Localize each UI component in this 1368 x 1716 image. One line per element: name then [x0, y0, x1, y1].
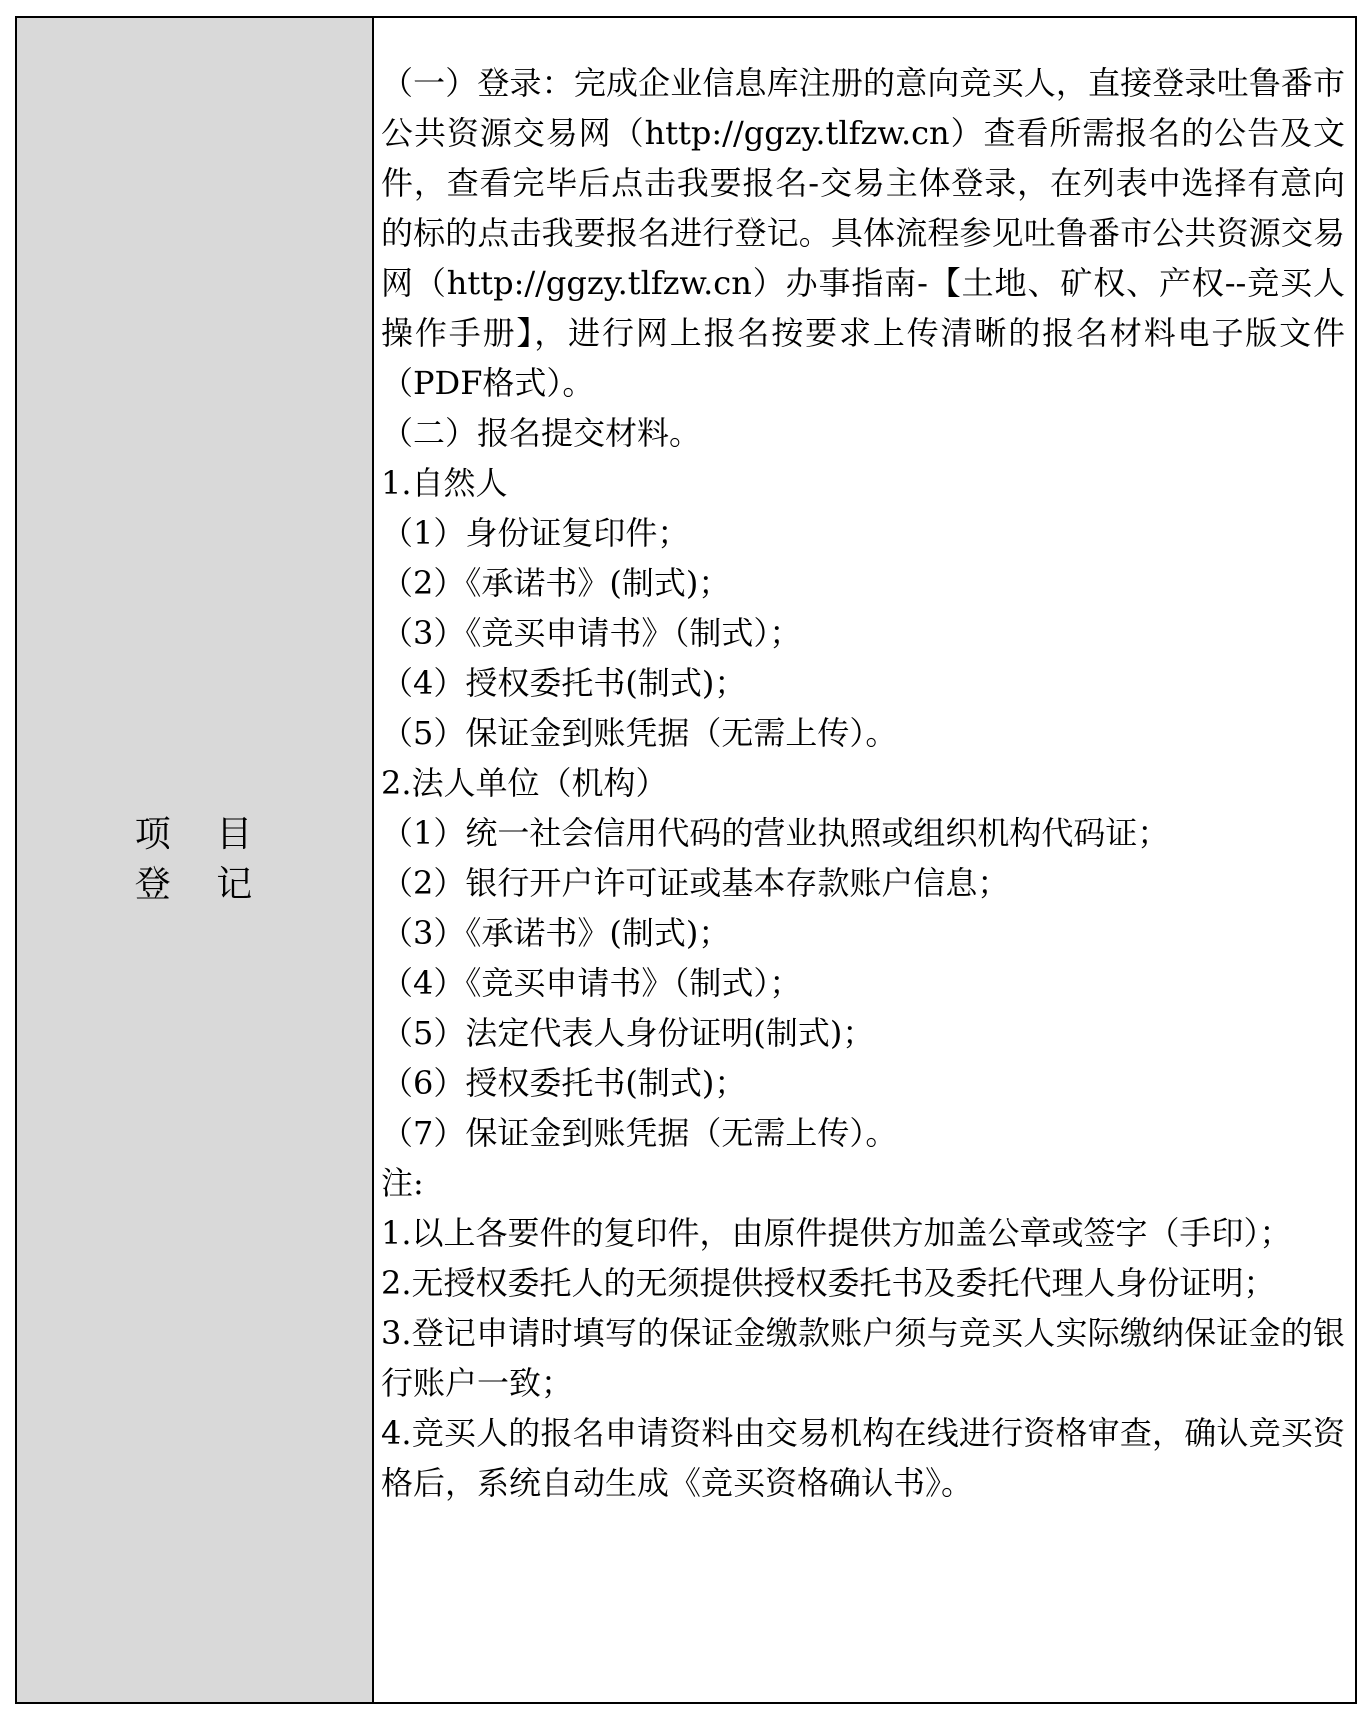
note-item: 3.登记申请时填写的保证金缴款账户须与竞买人实际缴纳保证金的银行账户一致； [381, 1314, 1345, 1402]
login-paragraph: （一）登录：完成企业信息库注册的意向竞买人，直接登录吐鲁番市公共资源交易网（http://ggzy.tlfzw.cn）查看所需报名的公告及文件，查看完毕后点击我要报名-交易主体登录，在列表中选择有意向的标的点击我要报名进行登记。具体流程参见吐鲁番市公共资源交易网（http://ggzy.tlfzw.cn）办事指南-【土地、矿权、产权--竞买人操作手册】，进行网上报名按要求上传清晰的报名材料电子版文件（PDF格式）。 [381, 64, 1345, 402]
legal-entity-heading: 2.法人单位（机构） [381, 764, 668, 802]
legal-entity-item: （3）《承诺书》(制式)； [381, 914, 731, 952]
natural-person-item: （2）《承诺书》(制式)； [381, 564, 731, 602]
registration-table [15, 16, 1357, 1704]
note-item: 1.以上各要件的复印件，由原件提供方加盖公章或签字（手印）； [381, 1214, 1292, 1252]
row-label-line-1: 项 目 [134, 814, 255, 855]
row-content-cell [374, 18, 1355, 1702]
materials-heading: （二）报名提交材料。 [381, 414, 702, 452]
notes-heading: 注: [381, 1164, 424, 1202]
legal-entity-item: （6）授权委托书(制式)； [381, 1064, 747, 1102]
legal-entity-item: （1）统一社会信用代码的营业执照或组织机构代码证； [381, 814, 1170, 852]
natural-person-heading: 1.自然人 [381, 464, 508, 502]
legal-entity-item: （2）银行开户许可证或基本存款账户信息； [381, 864, 1010, 902]
row-label [135, 810, 254, 910]
natural-person-item: （1）身份证复印件； [381, 514, 690, 552]
legal-entity-item: （4）《竞买申请书》（制式）； [381, 964, 802, 1002]
natural-person-item: （3）《竞买申请书》（制式）； [381, 614, 802, 652]
natural-person-item: （5）保证金到账凭据（无需上传）。 [381, 714, 898, 752]
row-label-line-2: 登 记 [134, 864, 255, 905]
note-item: 2.无授权委托人的无须提供授权委托书及委托代理人身份证明； [381, 1264, 1276, 1302]
note-item: 4.竞买人的报名申请资料由交易机构在线进行资格审查，确认竞买资格后，系统自动生成《竞买资格确认书》。 [381, 1414, 1345, 1502]
legal-entity-item: （7）保证金到账凭据（无需上传）。 [381, 1114, 898, 1152]
legal-entity-item: （5）法定代表人身份证明(制式)； [381, 1014, 875, 1052]
row-label-cell [17, 18, 374, 1702]
natural-person-item: （4）授权委托书(制式)； [381, 664, 747, 702]
